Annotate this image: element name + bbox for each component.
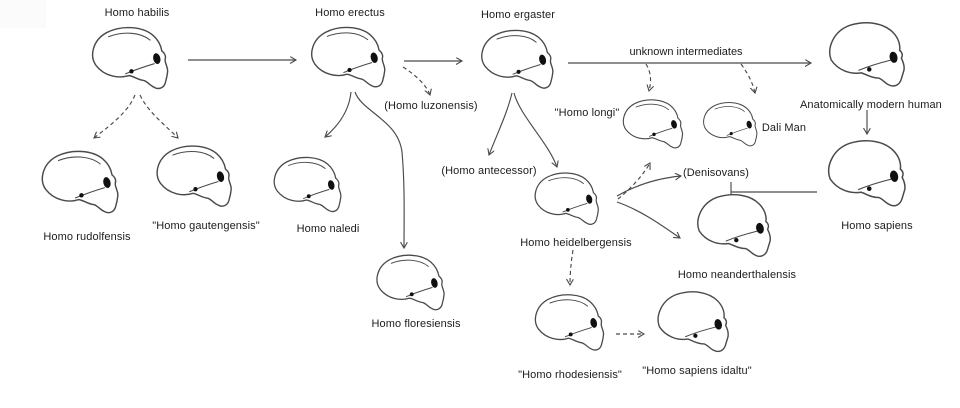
edge-ergaster-heidelbergensis bbox=[514, 93, 557, 167]
skull-anatomically-modern-human bbox=[816, 20, 926, 98]
skull-homo-neanderthalensis bbox=[684, 192, 792, 268]
label-unknown-intermediates: unknown intermediates bbox=[629, 46, 743, 58]
label-dali-man: Dali Man bbox=[761, 122, 807, 134]
label-denisovans: (Denisovans) bbox=[682, 167, 749, 179]
label-homo-rudolfensis: Homo rudolfensis bbox=[43, 231, 131, 243]
edge-heidelbergensis-neanderthalensis bbox=[617, 202, 680, 238]
skull-homo-gautengensis bbox=[148, 142, 248, 218]
label-homo-sapiens-idaltu: "Homo sapiens idaltu" bbox=[642, 365, 752, 377]
edge-heidelbergensis-rhodesiensis bbox=[570, 250, 573, 285]
label-homo-longi: "Homo longi" bbox=[554, 107, 620, 119]
label-homo-antecessor: (Homo antecessor) bbox=[441, 165, 537, 177]
label-homo-heidelbergensis: Homo heidelbergensis bbox=[520, 237, 632, 249]
skull-homo-sapiens-idaltu bbox=[648, 288, 746, 364]
edge-line-dali bbox=[741, 64, 755, 93]
label-homo-luzonensis: (Homo luzonensis) bbox=[384, 100, 478, 112]
edge-erectus-luzonensis bbox=[403, 67, 430, 95]
skull-homo-ergaster bbox=[473, 24, 569, 102]
label-homo-gautengensis: "Homo gautengensis" bbox=[152, 220, 260, 232]
label-homo-naledi: Homo naledi bbox=[296, 223, 360, 235]
skull-homo-longi bbox=[616, 94, 696, 160]
label-homo-sapiens: Homo sapiens bbox=[841, 220, 913, 232]
skull-homo-rhodesiensis bbox=[527, 288, 619, 364]
skull-homo-sapiens bbox=[816, 138, 926, 218]
skull-homo-naledi bbox=[266, 150, 356, 226]
skull-homo-habilis bbox=[82, 24, 186, 100]
edge-habilis-rudolfensis bbox=[94, 95, 135, 138]
edge-habilis-gautengensis bbox=[140, 95, 178, 138]
edge-erectus-naledi bbox=[325, 92, 351, 137]
skull-homo-erectus bbox=[302, 24, 402, 98]
label-homo-ergaster: Homo ergaster bbox=[480, 9, 556, 21]
label-homo-rhodesiensis: "Homo rhodesiensis" bbox=[518, 369, 622, 381]
label-homo-habilis: Homo habilis bbox=[104, 7, 170, 19]
skull-homo-floresiensis bbox=[358, 252, 470, 320]
label-homo-neanderthalensis: Homo neanderthalensis bbox=[677, 269, 797, 281]
skull-homo-rudolfensis bbox=[33, 142, 135, 230]
edge-line-longi bbox=[646, 64, 651, 91]
label-homo-erectus: Homo erectus bbox=[315, 7, 385, 19]
label-homo-floresiensis: Homo floresiensis bbox=[371, 318, 461, 330]
skull-homo-heidelbergensis bbox=[522, 170, 618, 234]
label-anatomically-modern-human: Anatomically modern human bbox=[800, 99, 942, 111]
